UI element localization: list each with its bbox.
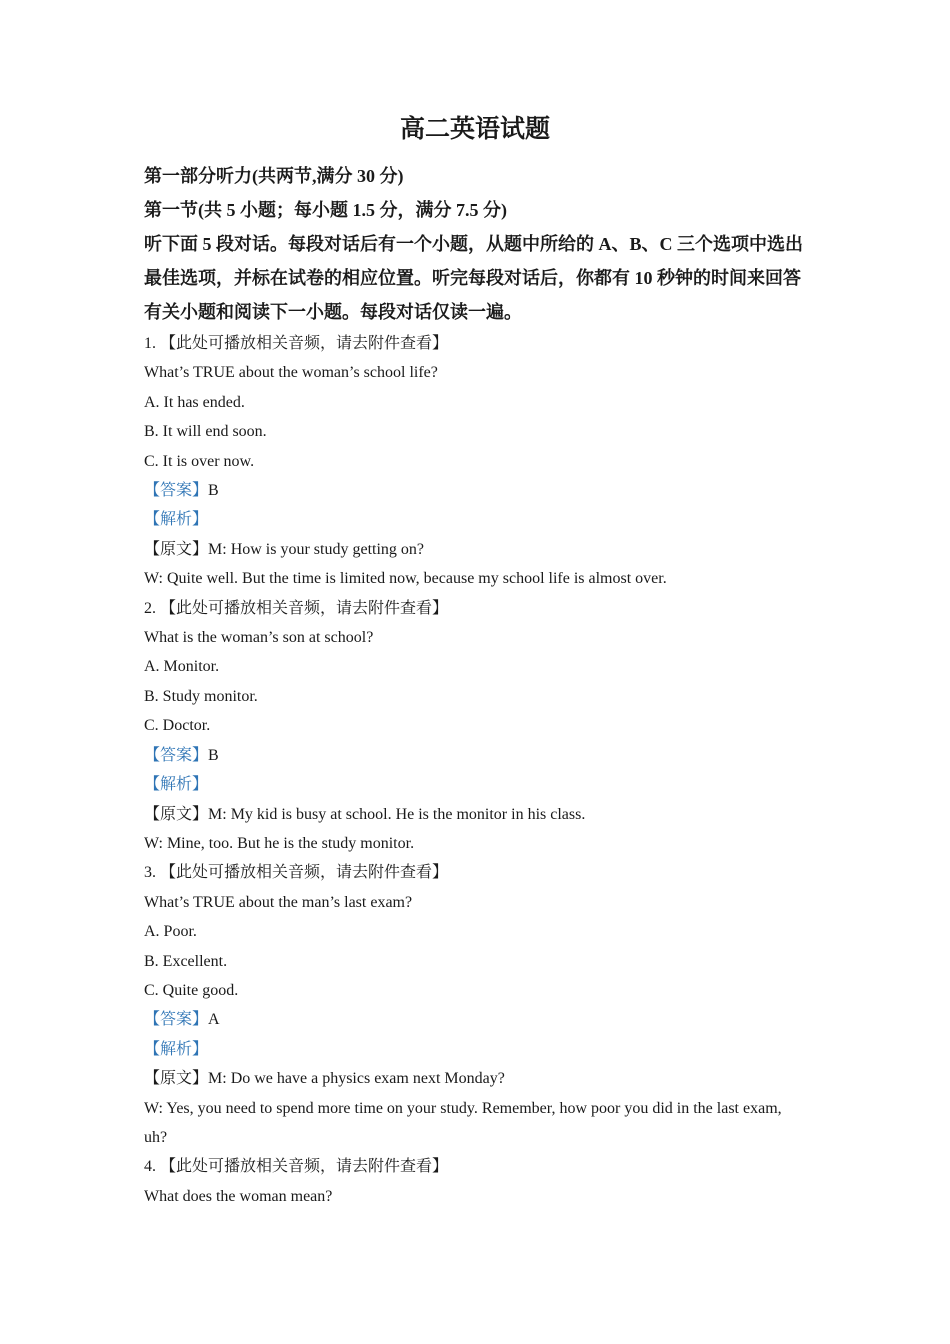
question-header	[144, 1152, 806, 1181]
option-b: B. It will end soon.	[144, 423, 267, 441]
page-title: 高二英语试题	[399, 116, 550, 143]
question-prompt: What’s TRUE about the woman’s school life?	[144, 364, 438, 382]
transcript-label: 【原文】	[144, 540, 209, 558]
answer-label: 【答案】	[144, 482, 209, 500]
transcript-label: 【原文】	[144, 1070, 209, 1088]
answer-value: B	[208, 746, 219, 764]
option-a: A. It has ended.	[144, 393, 245, 411]
transcript-line: W: Mine, too. But he is the study monitor.	[144, 834, 415, 852]
option-c: C. Doctor.	[144, 717, 211, 735]
transcript-line	[144, 800, 806, 829]
option-c: C. Quite good.	[144, 981, 239, 999]
analysis-label: 【解析】	[144, 1040, 209, 1058]
answer-value: A	[208, 1011, 220, 1029]
transcript-line: W: Yes, you need to spend more time on your study. Remember, how poor you did in the last exam, uh?	[144, 1099, 782, 1146]
option-a: A. Monitor.	[144, 658, 220, 676]
part-heading: 第一部分听力(共两节,满分 30 分)	[144, 166, 404, 186]
question-header	[144, 594, 806, 623]
transcript-text: M: Do we have a physics exam next Monday?	[208, 1070, 505, 1088]
answer-line	[144, 1005, 806, 1034]
transcript-label: 【原文】	[144, 805, 209, 823]
answer-line	[144, 476, 806, 505]
transcript-line: W: Quite well. But the time is limited now, because my school life is almost over.	[144, 570, 667, 588]
option-c: C. It is over now.	[144, 452, 255, 470]
question-prompt: What does the woman mean?	[144, 1187, 333, 1205]
question-number: 4.	[144, 1158, 156, 1176]
question-number: 2.	[144, 599, 156, 617]
option-b: B. Excellent.	[144, 952, 228, 970]
question-prompt: What is the woman’s son at school?	[144, 629, 374, 647]
option-b: B. Study monitor.	[144, 687, 258, 705]
answer-label: 【答案】	[144, 746, 209, 764]
answer-value: B	[208, 482, 219, 500]
question-prompt: What’s TRUE about the man’s last exam?	[144, 893, 413, 911]
analysis-label: 【解析】	[144, 511, 209, 529]
question-number: 1.	[144, 335, 156, 352]
audio-note[interactable]: 【此处可播放相关音频，请去附件查看】	[160, 864, 449, 882]
transcript-line	[144, 535, 806, 564]
analysis-label: 【解析】	[144, 776, 209, 794]
transcript-text: M: My kid is busy at school. He is the monitor in his class.	[208, 805, 586, 823]
audio-note[interactable]: 【此处可播放相关音频，请去附件查看】	[160, 335, 449, 352]
question-header	[144, 329, 806, 358]
audio-note[interactable]: 【此处可播放相关音频，请去附件查看】	[160, 1158, 449, 1176]
document-page	[144, 112, 806, 1211]
answer-label: 【答案】	[144, 1011, 209, 1029]
option-a: A. Poor.	[144, 923, 197, 941]
instructions: 听下面 5 段对话。每段对话后有一个小题，从题中所给的 A、B、C 三个选项中选出最佳选项，并标在试卷的相应位置。听完每段对话后，你都有 10 秒钟的时间来回答有关小题和阅读下一小题。每段对话仅读一遍。	[144, 234, 804, 322]
answer-line	[144, 741, 806, 770]
audio-note[interactable]: 【此处可播放相关音频，请去附件查看】	[160, 599, 449, 617]
transcript-line	[144, 1064, 806, 1093]
question-number: 3.	[144, 864, 156, 882]
transcript-text: M: How is your study getting on?	[208, 540, 425, 558]
section-heading: 第一节(共 5 小题；每小题 1.5 分，满分 7.5 分)	[144, 200, 507, 220]
question-header	[144, 858, 806, 887]
